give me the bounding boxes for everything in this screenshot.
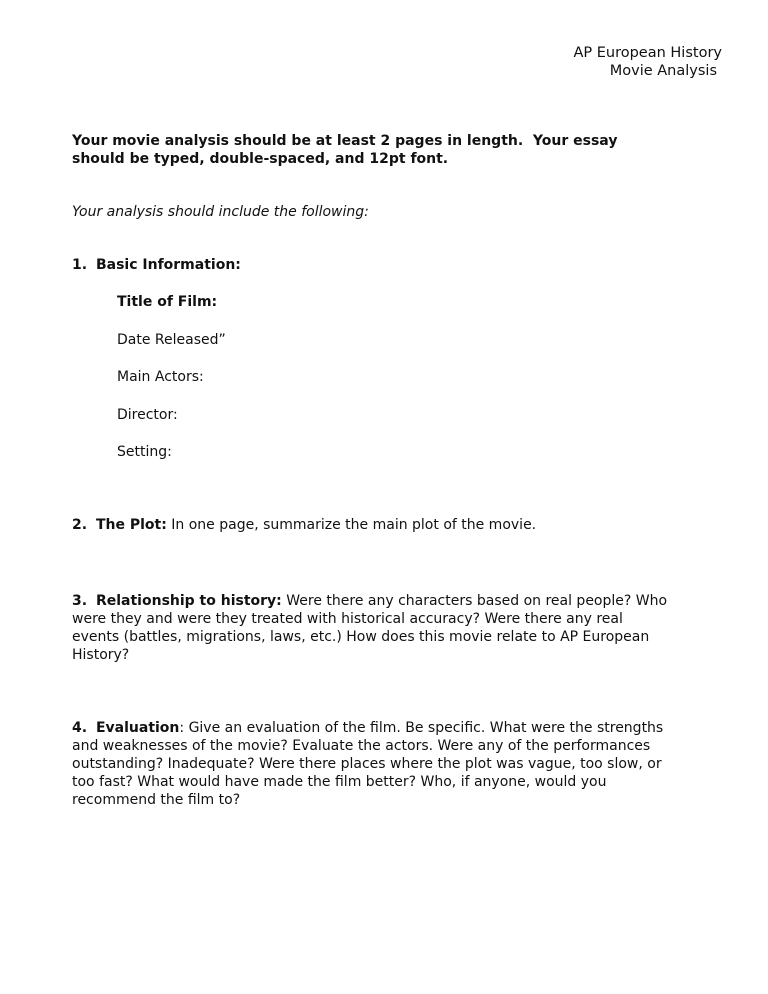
document-header (573, 44, 722, 80)
section-relationship-to-history (72, 592, 722, 664)
section-number: 1. (72, 257, 88, 273)
document-title: Movie Analysis (609, 63, 717, 79)
section-title: Relationship to history: (95, 593, 282, 609)
basic-info-fields (117, 293, 226, 481)
field-title-of-film: Title of Film: (117, 294, 218, 310)
field-setting: Setting: (117, 444, 172, 460)
section-number: 2. (72, 517, 88, 533)
section-body-line: and weaknesses of the movie? Evaluate the actors. Were any of the performances (72, 738, 651, 754)
field-main-actors: Main Actors: (117, 369, 204, 385)
section-title: Basic Information: (95, 257, 241, 273)
section-body-line: events (battles, migrations, laws, etc.) How does this movie relate to AP European (72, 629, 650, 645)
include-note: Your analysis should include the following: (72, 204, 369, 220)
intro-instructions (72, 132, 722, 168)
section-basic-information (72, 256, 722, 274)
field-director: Director: (117, 406, 178, 423)
section-title: The Plot: (95, 517, 167, 533)
section-body-line: Were there any characters based on real people? Who (281, 593, 668, 609)
intro-line: Your movie analysis should be at least 2 pages in length. Your essay (72, 133, 618, 149)
section-title: Evaluation (95, 720, 180, 736)
section-the-plot (72, 516, 722, 534)
section-body-line: recommend the film to? (72, 792, 241, 808)
section-evaluation (72, 719, 722, 809)
section-body-line: : Give an evaluation of the film. Be specific. What were the strengths (179, 720, 664, 736)
section-body: In one page, summarize the main plot of the movie. (166, 517, 537, 533)
section-number: 4. (72, 720, 88, 736)
section-body-line: outstanding? Inadequate? Were there places where the plot was vague, too slow, or (72, 756, 662, 772)
section-number: 3. (72, 593, 88, 609)
section-body-line: History? (72, 647, 130, 663)
section-body-line: were they and were they treated with historical accuracy? Were there any real (72, 611, 623, 627)
intro-line: should be typed, double-spaced, and 12pt font. (72, 151, 449, 167)
field-date-released: Date Released” (117, 331, 226, 348)
section-body-line: too fast? What would have made the film better? Who, if anyone, would you (72, 774, 607, 790)
course-name: AP European History (573, 45, 722, 61)
